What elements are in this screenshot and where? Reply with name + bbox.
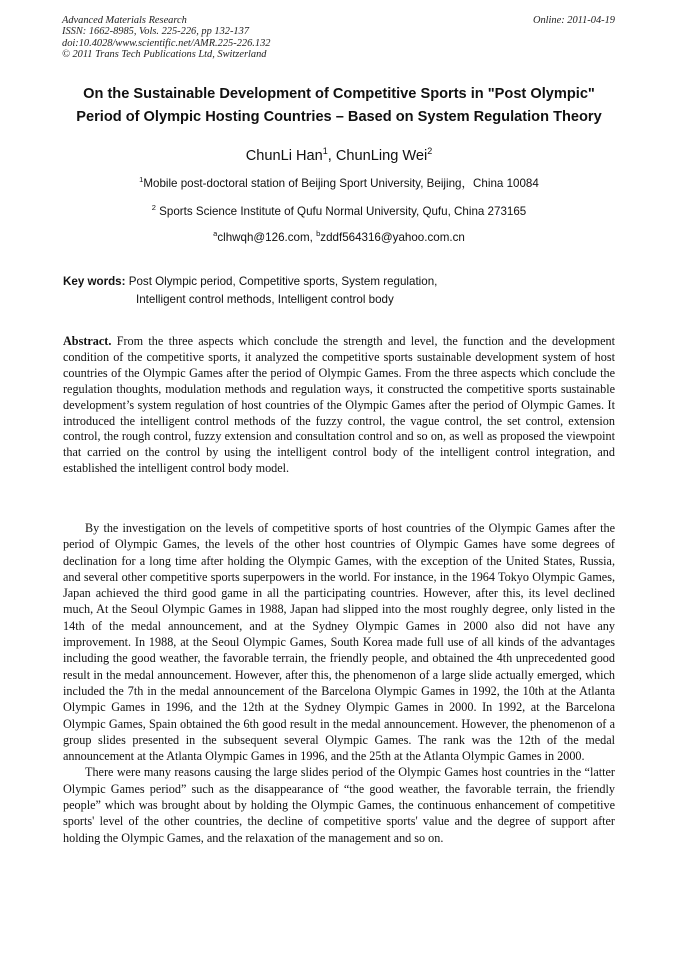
paper-title xyxy=(40,83,638,129)
issn-line: ISSN: 1662-8985, Vols. 225-226, pp 132-137 xyxy=(62,26,250,38)
body-paragraph-1: By the investigation on the levels of competitive sports of host countries of the Olympic Games after the period of Olympic Games, the levels of the other host countries of Olympic Games have some degrees of declination for a long time after holding the Olympic Games, with the exception of the United States, Russia, and several other competitive sports superpowers in the world. For instance, in the 1964 Tokyo Olympic Games, Japan achieved the third good game in all the participating countries. However, after this, its level declined much, At the Seoul Olympic Games in 1988, Japan had slipped into the most roughly degree, only listed in the 14th of the medal announcement, and at the Sydney Olympic Games in 2000 also did not have any improvement. In 1988, at the Seoul Olympic Games, South Korea made full use of all kinds of the advantages including the good weather, the favorable terrain, the friendly people, and obtained the 4th unprecedented good result in the medal announcement. However, after this, the phenomenon of a large slide actually emerged, which included the 7th in the medal announcement of the Barcelona Olympic Games in 1992, the 10th at the Atlanta Olympic Games in 1996, and the 12th at the Sydney Olympic Games in 2000. In 1992, at the Barcelona Olympic Games, Spain obtained the 6th good result in the medal announcement. However, the phenomenon of a group slides presented in the subsequent several Olympic Games. The rank was the 12th of the medal announcement at the Atlanta Olympic Games in 1996, and the 25th at the Atlanta Olympic Games in 2000. xyxy=(63,521,615,764)
keywords-label: Key words: xyxy=(63,275,126,288)
author-2-affiliation-mark: 2 xyxy=(427,146,433,157)
online-date: Online: 2011-04-19 xyxy=(532,15,615,26)
author-1: ChunLi Han xyxy=(245,148,323,164)
author-list xyxy=(0,146,678,166)
author-1-affiliation-mark: 1 xyxy=(322,146,328,157)
affiliation-2-text: Sports Science Institute of Qufu Normal University, Qufu, China 273165 xyxy=(155,205,527,218)
author-separator: , xyxy=(327,148,336,164)
affiliation-1-mark: 1 xyxy=(139,175,144,185)
body-section xyxy=(63,520,615,846)
affiliation-2-mark: 2 xyxy=(151,203,156,213)
email-1: clhwqh@126.com, xyxy=(217,231,317,244)
affiliation-2 xyxy=(0,204,678,219)
keywords-line-2: Intelligent control methods, Intelligent control body xyxy=(136,293,394,306)
journal-header xyxy=(62,15,270,61)
keywords-line-1: Post Olympic period, Competitive sports, System regulation, xyxy=(125,275,438,288)
email-line xyxy=(0,230,678,245)
email-2-mark: b xyxy=(316,229,321,239)
email-2: zddf564316@yahoo.com.cn xyxy=(320,231,465,244)
author-2: ChunLing Wei xyxy=(335,148,428,164)
journal-name: Advanced Materials Research xyxy=(62,15,187,26)
copyright-line: © 2011 Trans Tech Publications Ltd, Switzerland xyxy=(62,49,267,61)
title-line-2: Period of Olympic Hosting Countries – Based on System Regulation Theory xyxy=(76,109,602,125)
body-paragraph-2: There were many reasons causing the large slides period of the Olympic Games host countries in the “latter Olympic Games period” such as the disappearance of “the good weather, the favorable terrain, the friendly people” which was brought about by holding the Olympic Games, the continuous enhancement of competitive sports' level of the other countries, the decline of competitive sports' value and the degree of support after holding the Olympic Games, and the relaxation of the management and so on. xyxy=(63,765,615,845)
affiliation-1 xyxy=(0,176,678,191)
doi-line: doi:10.4028/www.scientific.net/AMR.225-226.132 xyxy=(62,37,271,49)
abstract-section xyxy=(63,334,615,477)
title-line-1: On the Sustainable Development of Competitive Sports in "Post Olympic" xyxy=(83,86,595,102)
affiliation-1-text: Mobile post-doctoral station of Beijing Sport University, Beijing，China 10084 xyxy=(143,177,539,190)
abstract-text: From the three aspects which conclude the strength and level, the function and the development condition of the competitive sports, it analyzed the competitive sports sustainable development system of host countries of the Olympic Games after the period of Olympic Games. From the three aspects which conclude the regulation thoughts, modulation methods and regulation ways, it constructed the competitive sports sustainable development’s system regulation of host countries of the Olympic Games after the period of Olympic Games. It introduced the intelligent control methods of the fuzzy control, the vague control, the set control, extension control, the rough control, fuzzy extension and consultation control and so on, as well as proposed the viewpoint that carried on the control by using the intelligent control body of the intelligent control integration, and established the intelligent control body model. xyxy=(63,334,615,476)
keywords-section xyxy=(63,273,623,309)
email-1-mark: a xyxy=(213,229,218,239)
abstract-label: Abstract. xyxy=(63,334,112,348)
